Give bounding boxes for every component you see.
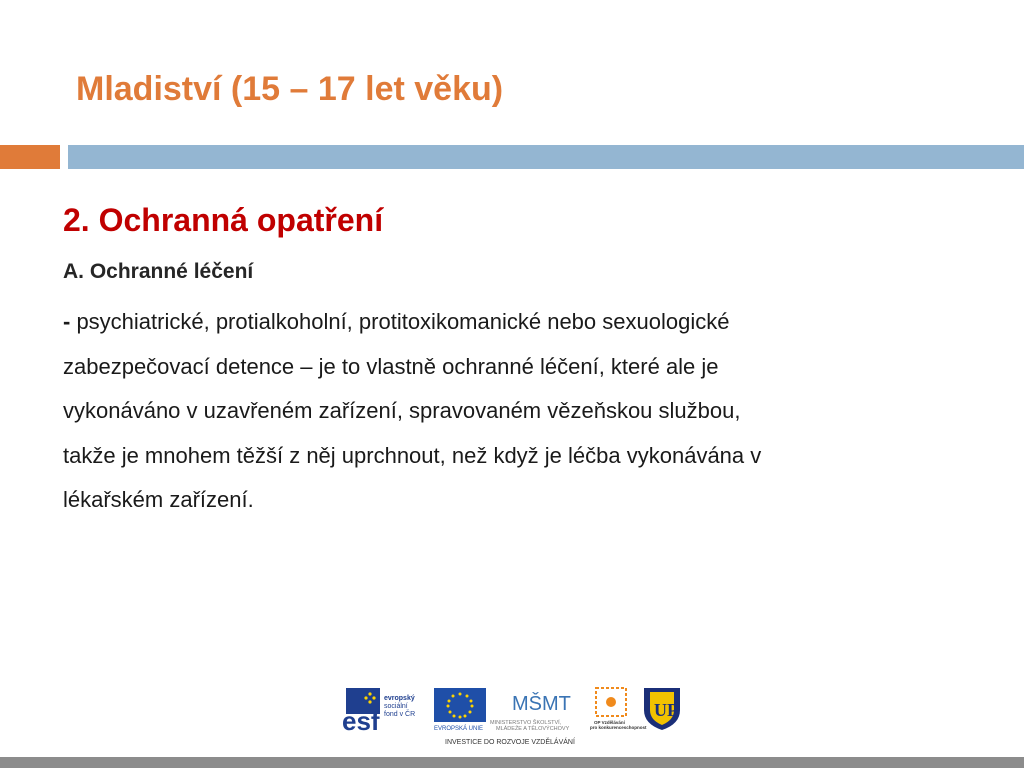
msmt-mark: MŠMT bbox=[512, 693, 571, 715]
op-label-2: pro konkurenceschopnost bbox=[590, 725, 647, 730]
esf-text-1: evropský bbox=[384, 695, 415, 702]
msmt-label-1: MINISTERSTVO ŠKOLSTVÍ, bbox=[490, 720, 562, 726]
esf-text-2: sociální bbox=[384, 703, 408, 710]
logo-strip bbox=[340, 684, 690, 748]
subsection-heading: A. Ochranné léčení bbox=[63, 260, 254, 283]
eu-flag-logo bbox=[434, 688, 486, 732]
section-heading: 2. Ochranná opatření bbox=[63, 202, 384, 238]
msmt-logo bbox=[490, 692, 571, 732]
op-logo bbox=[590, 688, 647, 730]
body-line-5: lékařském zařízení. bbox=[63, 487, 254, 512]
op-label-1: OP Vzdělávání bbox=[594, 720, 625, 725]
shield-monogram: UP bbox=[654, 700, 678, 720]
esf-text-3: fond v ČR bbox=[384, 711, 416, 718]
esf-logo bbox=[342, 688, 415, 736]
esf-mark: esf bbox=[342, 706, 380, 736]
slide-title: Mladiství (15 – 17 let věku) bbox=[76, 70, 504, 108]
body-text bbox=[63, 300, 1003, 523]
body-line-4: takže je mnohem těžší z něj uprchnout, než když je léčba vykonávána v bbox=[63, 442, 762, 468]
decorative-bar-orange bbox=[0, 145, 60, 169]
university-shield-logo bbox=[644, 688, 680, 730]
body-line-1-text: psychiatrické, protialkoholní, protitoxikomanické nebo sexuologické bbox=[70, 309, 730, 334]
decorative-bar-blue bbox=[68, 145, 1024, 169]
body-line-1 bbox=[63, 300, 1003, 345]
body-line-2: zabezpečovací detence – je to vlastně ochranné léčení, které ale je bbox=[63, 353, 719, 379]
msmt-label-2: MLÁDEŽE A TĚLOVÝCHOVY bbox=[496, 726, 570, 732]
bullet-dash: - bbox=[63, 309, 71, 334]
bottom-bar bbox=[0, 757, 1024, 768]
body-line-3: vykonáváno v uzavřeném zařízení, spravovaném vězeňskou službou, bbox=[63, 398, 741, 423]
footer-tagline: INVESTICE DO ROZVOJE VZDĚLÁVÁNÍ bbox=[445, 739, 575, 746]
footer-logos bbox=[340, 684, 690, 748]
eu-label: EVROPSKÁ UNIE bbox=[434, 726, 484, 732]
